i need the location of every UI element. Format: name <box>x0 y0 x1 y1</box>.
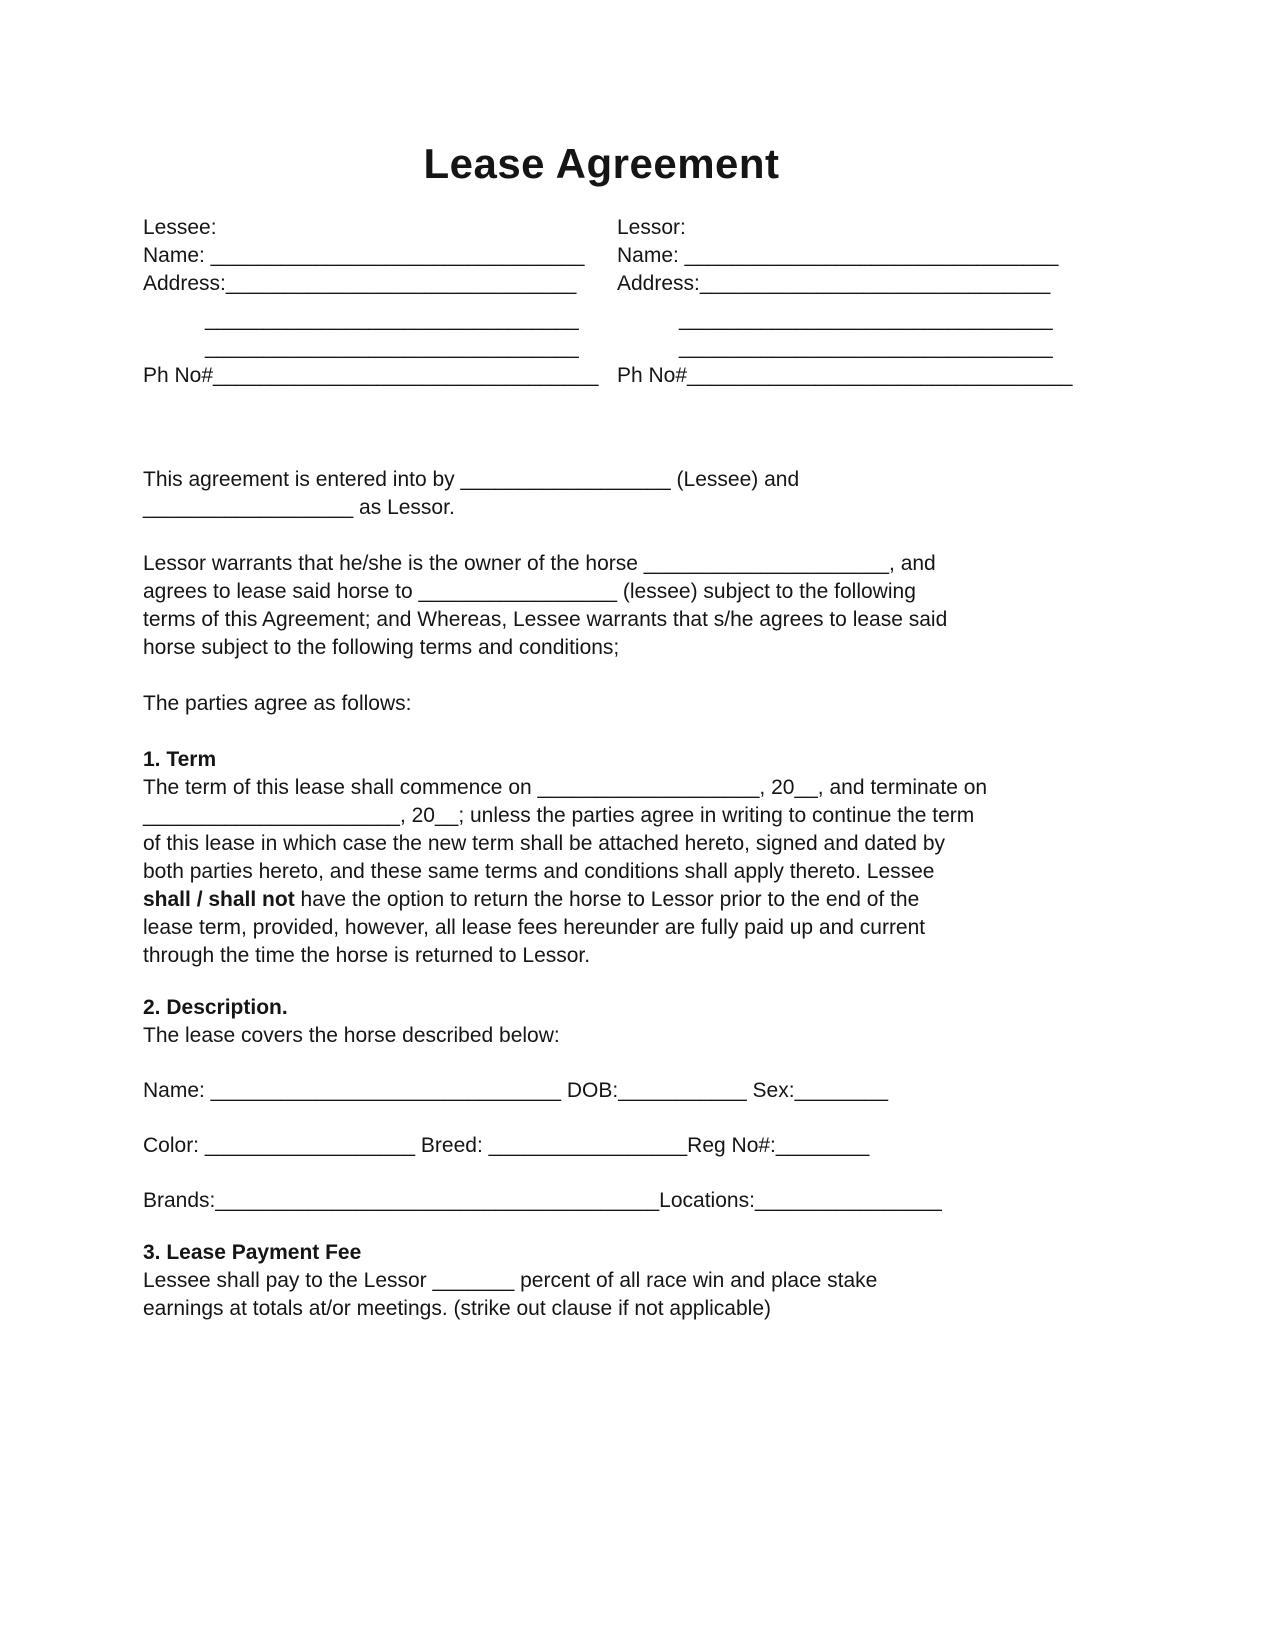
parties-header <box>143 214 1073 390</box>
term-body-line: The term of this lease shall commence on ___________________, 20__, and terminate on <box>143 776 988 799</box>
lessee-heading: Lessee: <box>143 216 217 239</box>
lessee-address-cont-line: ________________________________ <box>205 308 579 331</box>
lessee-address-line: Address:______________________________ <box>143 272 577 295</box>
term-body-line: ______________________, 20__; unless the parties agree in writing to continue the term <box>143 804 975 827</box>
lessee-phone-line: Ph No#_________________________________ <box>143 364 599 387</box>
description-intro: The lease covers the horse described below: <box>143 1024 560 1047</box>
lessor-heading: Lessor: <box>617 216 686 239</box>
term-body <box>143 774 1060 970</box>
document-title: Lease Agreement <box>423 140 780 187</box>
lessee-name-line: Name: ________________________________ <box>143 244 585 267</box>
horse-brands-locations-row: Brands:______________________________________Locations:________________ <box>143 1189 942 1212</box>
warranty-paragraph-line: horse subject to the following terms and conditions; <box>143 636 620 659</box>
payment-body <box>143 1267 1060 1323</box>
term-body-line: of this lease in which case the new term shall be attached hereto, signed and dated by <box>143 832 945 855</box>
lessor-phone-line: Ph No#_________________________________ <box>617 364 1073 387</box>
section-description <box>143 994 1060 1215</box>
lessee-address-cont-line: ________________________________ <box>205 336 579 359</box>
warranty-paragraph-line: Lessor warrants that he/she is the owner of the horse _____________________, and <box>143 552 936 575</box>
lessor-address-cont-line: ________________________________ <box>679 308 1053 331</box>
payment-body-line: Lessee shall pay to the Lessor _______ percent of all race win and place stake <box>143 1269 878 1292</box>
horse-name-dob-sex-row: Name: ______________________________ DOB:___________ Sex:________ <box>143 1079 888 1102</box>
warranty-paragraph <box>143 550 1060 662</box>
lessor-name-line: Name: ________________________________ <box>617 244 1059 267</box>
description-heading: 2. Description. <box>143 996 288 1019</box>
warranty-paragraph-line: terms of this Agreement; and Whereas, Lessee warrants that s/he agrees to lease said <box>143 608 948 631</box>
term-body-line: lease term, provided, however, all lease fees hereunder are fully paid up and current <box>143 916 926 939</box>
lessor-address-cont-line: ________________________________ <box>679 336 1053 359</box>
term-heading: 1. Term <box>143 748 217 771</box>
section-term <box>143 746 1060 970</box>
lessor-address-line: Address:______________________________ <box>617 272 1051 295</box>
intro-paragraph-line: This agreement is entered into by __________________ (Lessee) and <box>143 468 800 491</box>
intro-paragraph <box>143 466 1060 522</box>
lessee-block <box>143 214 617 390</box>
intro-paragraph-line: __________________ as Lessor. <box>143 496 455 519</box>
payment-heading: 3. Lease Payment Fee <box>143 1241 362 1264</box>
term-body-line <box>143 886 1060 914</box>
lessor-block <box>617 214 1073 390</box>
parties-agree-text: The parties agree as follows: <box>143 692 412 715</box>
parties-agree-line <box>143 690 1060 718</box>
term-bold-line-rest: have the option to return the horse to Lessor prior to the end of the <box>294 888 920 911</box>
payment-body-line: earnings at totals at/or meetings. (strike out clause if not applicable) <box>143 1297 771 1320</box>
shall-shall-not-bold: shall / shall not <box>143 888 295 911</box>
section-payment <box>143 1239 1060 1323</box>
horse-color-breed-regno-row: Color: __________________ Breed: _________________Reg No#:________ <box>143 1134 870 1157</box>
term-body-line: through the time the horse is returned to Lessor. <box>143 944 591 967</box>
warranty-paragraph-line: agrees to lease said horse to _________________ (lessee) subject to the following <box>143 580 916 603</box>
term-body-line: both parties hereto, and these same terms and conditions shall apply thereto. Lessee <box>143 860 935 883</box>
